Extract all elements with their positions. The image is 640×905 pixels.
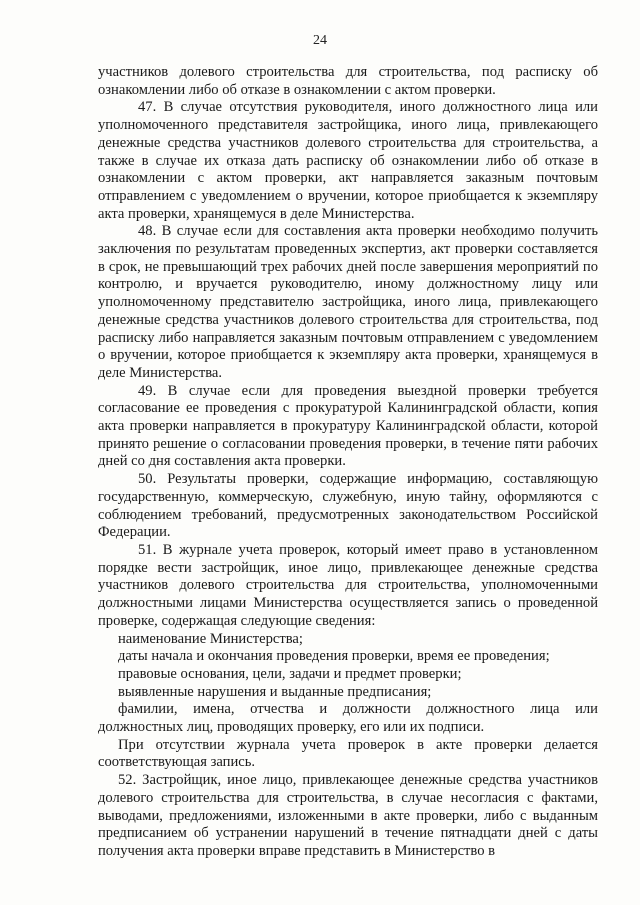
list-item-legal-basis: правовые основания, цели, задачи и предмет проверки; [118,665,462,682]
paragraph-50: 50. Результаты проверки, содержащие информацию, составляющую государственную, коммерческую, служебную, иную тайну, оформляются с соблюдением требований, предусмотренных законодательством Российской Федерации. [98,471,598,541]
list-item-ministry-name: наименование Министерства; [118,630,303,647]
paragraph-no-journal: При отсутствии журнала учета проверок в акте проверки делается соответствующая запись. [98,736,598,771]
document-body [98,64,598,861]
paragraph-49: 49. В случае если для проведения выездной проверки требуется согласование ее проведения с прокуратурой Калининградской области, копия акта проверки направляется в прокуратуру Калининградской области, которой принято решение о согласовании проведения проверки, в течение пяти рабочих дней со дня составления акта проверки. [98,382,598,470]
list-item-violations: выявленные нарушения и выданные предписания; [118,683,432,700]
paragraph-52: 52. Застройщик, иное лицо, привлекающее денежные средства участников долевого строительства для строительства, в случае несогласия с фактами, выводами, предложениями, изложенными в акте проверки, либо с выданным предписанием об устранении нарушений в течение пятнадцати дней с даты получения акта проверки вправе представить в Министерство в [98,772,598,859]
paragraph-48: 48. В случае если для составления акта проверки необходимо получить заключения по результатам проведенных экспертиз, акт проверки составляется в срок, не превышающий трех рабочих дней после завершения мероприятий по контролю, и вручается руководителю, иному должностному лицу или уполномоченному представителю застройщика, иного лица, привлекающего денежные средства участников долевого строительства для строительства, под расписку либо направляется заказным почтовым отправлением с уведомлением о вручении, которое приобщается к экземпляру акта проверки, хранящемуся в деле Министерства. [98,223,598,381]
list-item-dates: даты начала и окончания проведения проверки, время ее проведения; [118,648,550,665]
page-number: 24 [313,33,327,48]
paragraph-47: 47. В случае отсутствия руководителя, иного должностного лица или уполномоченного представителя застройщика, иного лица, привлекающего денежные средства участников долевого строительства для строительства, а также в случае их отказа дать расписку об ознакомлении либо об отказе в ознакомлении с актом проверки, акт направляется заказным почтовым отправлением с уведомлением о вручении, которое приобщается к экземпляру акта проверки, хранящемуся в деле Министерства. [98,99,598,222]
list-item-inspectors: фамилии, имена, отчества и должности должностного лица или должностных лиц, проводящих проверку, его или их подписи. [98,701,598,736]
paragraph-51: 51. В журнале учета проверок, который имеет право в установленном порядке вести застройщик, иное лицо, привлекающее денежные средства участников долевого строительства для строительства, уполномоченными должностными лицами Министерства осуществляется запись о проведенной проверке, содержащая следующие сведения: [98,541,598,629]
paragraph-continuation: участников долевого строительства для строительства, под расписку об ознакомлении либо об отказе в ознакомлении с актом проверки. [98,64,598,98]
